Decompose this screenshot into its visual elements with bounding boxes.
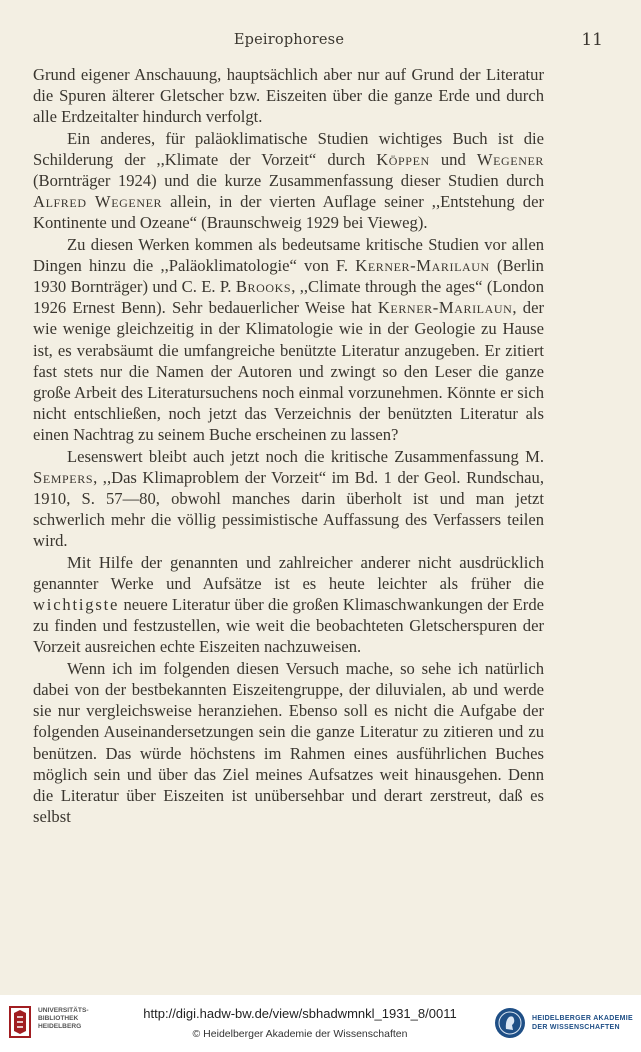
academy-line-2: DER WISSENSCHAFTEN (532, 1024, 620, 1031)
paragraph-3-text-b: (Berlin 1930 Bornträger) und C. E. P. (33, 255, 544, 297)
paragraph-3-text-d: , der wie wenige gleichzeitig in der Klimatologie wie in der Geologie zu Hause ist, es verabsäumt die umfangreiche benützte Literatur anzugeben. Er zitiert fast stets nur die Namen der Autoren und zwingt so den Leser die ganze große Arbeit des Literatursuchens noch einmal vorzunehmen. Könnte er sich nicht entschließen, noch jetzt das Verzeichnis der benützten Literatur als einen Nachtrag zu seinem Buche erscheinen zu lassen? (33, 298, 544, 445)
paragraph-6: Wenn ich im folgenden diesen Versuch mache, so sehe ich natürlich dabei von der bestbekannten Eiszeitengruppe, der diluvialen, ab und werde sie nur vergleichsweise heranziehen. Ebenso soll es nicht die Aufgabe der folgenden Auseinandersetzungen sein die ganze Literatur zu zitieren und zu benützen. Das würde höchstens im Rahmen eines ausführlichen Buches möglich sein und über das Ziel meines Aufsatzes weit hinausgehen. Denn die Literatur über Eiszeiten ist unübersehbar und derart zerstreut, daß es selbst (33, 658, 544, 827)
university-library-label (38, 1007, 89, 1031)
paragraph-3 (33, 234, 544, 446)
paragraph-2 (33, 128, 544, 234)
paragraph-4-text-a: Lesenswert bleibt auch jetzt noch die kritische Zusammenfassung M. (67, 446, 544, 466)
paragraph-5-text-b: neuere Literatur über die großen Klimaschwankungen der Erde zu finden und festzustellen, wie weit die beobachteten Gletscherspuren der Vorzeit ausreichen echte Eiszeiten nachzuweisen. (33, 595, 544, 657)
author-sempers: Sempers (33, 467, 94, 487)
author-wegener: Wegener (476, 149, 545, 169)
ub-line-3: HEIDELBERG (38, 1023, 82, 1030)
digitization-footer (0, 995, 641, 1052)
academy-line-1: HEIDELBERGER AKADEMIE (532, 1015, 633, 1022)
ub-line-2: BIBLIOTHEK (38, 1015, 79, 1022)
academy-seal-icon (494, 1007, 526, 1039)
author-alfred-wegener: Alfred Wegener (33, 192, 163, 212)
author-brooks: Brooks (235, 277, 292, 297)
page-number: 11 (581, 30, 603, 50)
paragraph-2-text-b: und (429, 149, 477, 169)
paragraph-5-text-a: Mit Hilfe der genannten und zahlreicher anderer nicht ausdrücklich genannter Werke und Aufsätze ist es heute leichter als früher die (33, 552, 544, 593)
paragraph-1: Grund eigener Anschauung, hauptsächlich aber nur auf Grund der Literatur die Spuren älterer Gletscher bzw. Eiszeiten über die ganze Erde und durch alle Erdzeitalter hindurch verfolgt. (33, 65, 544, 127)
paragraph-3-text-a: Zu diesen Werken kommen als bedeutsame kritische Studien vor allen Dingen hinzu die ,,Paläoklimatologie“ von F. (33, 234, 544, 275)
author-kerner-marilaun-2: Kerner-Marilaun (377, 298, 513, 318)
emphasis-wichtigste: wichtigste (33, 595, 120, 615)
author-koppen: Köppen (376, 149, 430, 169)
running-head: Epeirophorese (233, 32, 345, 48)
permalink-url[interactable]: http://digi.hadw-bw.de/view/sbhadwmnkl_1931_8/0011 (143, 1006, 457, 1021)
paragraph-2-text-a: Ein anderes, für paläoklimatische Studien wichtiges Buch ist die Schilderung der ,,Klimate der Vorzeit“ durch (33, 128, 544, 169)
author-kerner-marilaun: Kerner-Marilaun (355, 255, 490, 275)
university-library-logo-icon (8, 1005, 32, 1039)
paragraph-5 (33, 552, 544, 658)
academy-label (532, 1014, 633, 1032)
paragraph-4 (33, 446, 544, 552)
paragraph-3-text-c: , ,,Climate through the ages“ (London 1926 Ernest Benn). Sehr bedauerlicher Weise hat (33, 277, 544, 318)
body-text (33, 64, 544, 827)
page-header (33, 30, 603, 52)
ub-line-1: UNIVERSITÄTS- (38, 1007, 89, 1014)
paragraph-2-text-d: allein, in der vierten Auflage seiner ,,Entstehung der Kontinente und Ozeane“ (Braunschweig 1929 bei Vieweg). (33, 192, 544, 233)
copyright-notice: © Heidelberger Akademie der Wissenschaften (192, 1028, 408, 1040)
paragraph-2-text-c: (Bornträger 1924) und die kurze Zusammenfassung dieser Studien durch (33, 171, 544, 191)
paragraph-4-text-b: , ,,Das Klimaproblem der Vorzeit“ im Bd. 1 der Geol. Rundschau, 1910, S. 57—80, obwohl manches darin überholt ist und man jetzt schwerlich mehr die völlig pessimistische Auffassung des Verfassers teilen wird. (33, 467, 544, 551)
